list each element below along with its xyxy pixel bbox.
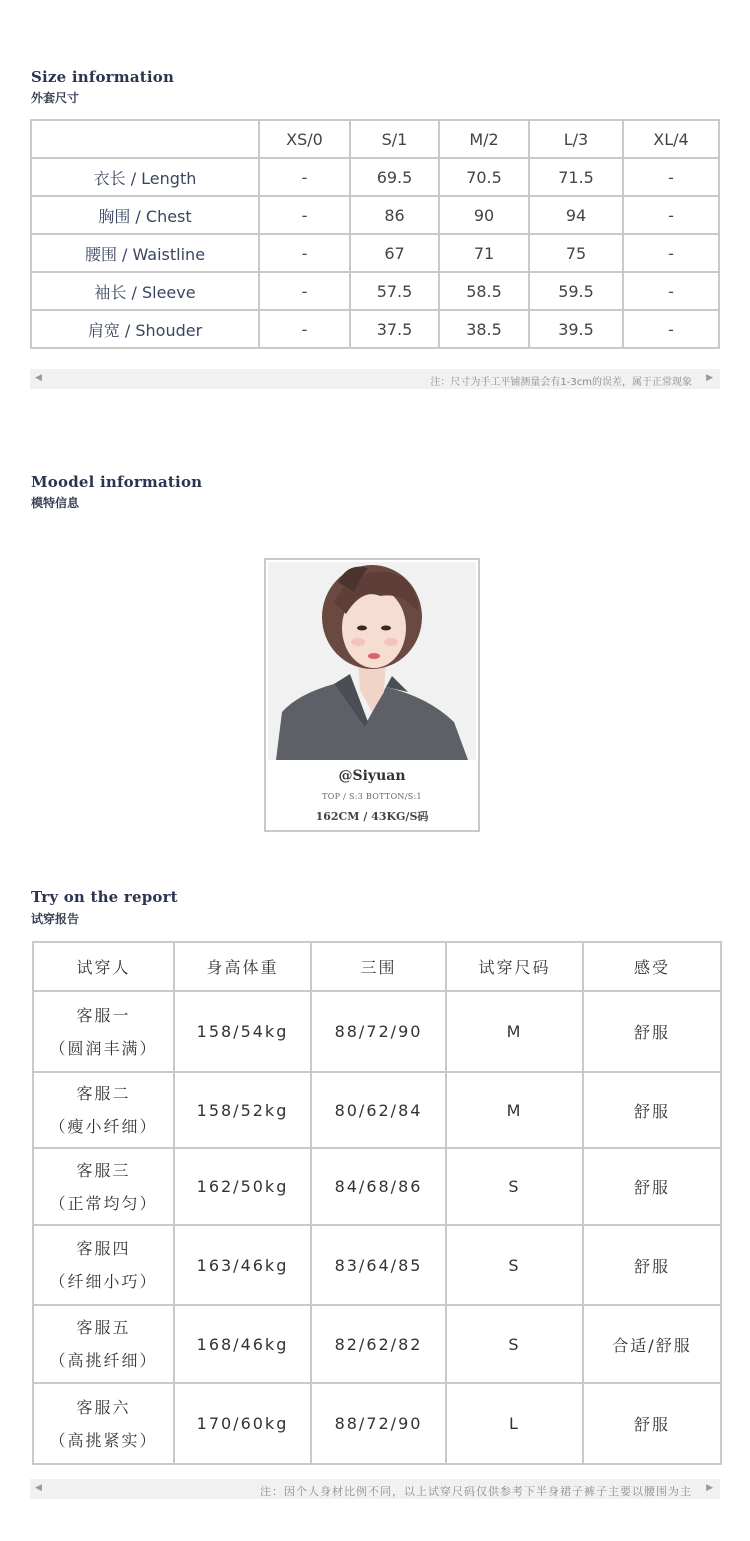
table-cell: 84/68/86: [311, 1148, 446, 1225]
table-cell: 163/46kg: [174, 1225, 311, 1305]
table-cell: 58.5: [439, 272, 529, 310]
table-cell: 158/54kg: [174, 991, 311, 1072]
table-row: [33, 1148, 721, 1225]
tester-cell: [33, 1305, 174, 1383]
table-row: [33, 1305, 721, 1383]
tester-name: 客服六: [76, 1397, 131, 1417]
model-stats: 162CM / 43KG/S码: [315, 810, 429, 823]
model-size-line: TOP / S:3 BOTTON/S:1: [322, 792, 422, 801]
row-label: 衣长 / Length: [31, 158, 259, 196]
table-cell: 158/52kg: [174, 1072, 311, 1148]
table-row: [31, 158, 719, 196]
table-cell: -: [623, 272, 719, 310]
header-cell: 身高体重: [174, 942, 311, 991]
table-cell: 88/72/90: [311, 991, 446, 1072]
table-cell: 94: [529, 196, 623, 234]
model-section-subtitle: 模特信息: [31, 496, 80, 510]
table-cell: -: [259, 158, 350, 196]
table-cell: -: [259, 196, 350, 234]
report-section-subtitle: 试穿报告: [31, 912, 80, 926]
size-section-subtitle: 外套尺寸: [31, 91, 80, 105]
report-note: 注：因个人身材比例不同，以上试穿尺码仅供参考下半身裙子裤子主要以腰围为主: [260, 1485, 692, 1498]
model-portrait-illustration: [268, 562, 476, 760]
table-row: [31, 272, 719, 310]
table-cell: S: [446, 1148, 583, 1225]
model-name: @Siyuan: [338, 768, 406, 784]
tester-cell: [33, 1072, 174, 1148]
header-cell: 试穿人: [33, 942, 174, 991]
row-label: 腰围 / Waistline: [31, 234, 259, 272]
header-cell: XS/0: [259, 120, 350, 158]
table-cell: -: [259, 310, 350, 348]
tester-name: 客服二: [76, 1084, 131, 1103]
tester-cell: [33, 1148, 174, 1225]
table-cell: 舒服: [583, 991, 721, 1072]
tester-cell: [33, 1225, 174, 1305]
table-row: [31, 196, 719, 234]
table-cell: 59.5: [529, 272, 623, 310]
table-cell: 80/62/84: [311, 1072, 446, 1148]
tester-name: 客服四: [76, 1239, 131, 1258]
table-cell: 69.5: [350, 158, 439, 196]
header-cell: 感受: [583, 942, 721, 991]
row-label: 袖长 / Sleeve: [31, 272, 259, 310]
report-table-header: [33, 942, 721, 991]
table-cell: 67: [350, 234, 439, 272]
size-section-title: Size information: [31, 68, 175, 86]
table-cell: -: [623, 234, 719, 272]
table-row: [33, 1225, 721, 1305]
table-cell: 舒服: [583, 1225, 721, 1305]
table-cell: -: [259, 272, 350, 310]
row-label: 肩宽 / Shouder: [31, 310, 259, 348]
table-cell: 舒服: [583, 1383, 721, 1464]
table-cell: 90: [439, 196, 529, 234]
report-note-scrollbar[interactable]: [30, 1479, 720, 1499]
header-cell: 试穿尺码: [446, 942, 583, 991]
tester-cell: [33, 991, 174, 1072]
tester-name: 客服三: [76, 1160, 131, 1180]
table-cell: 75: [529, 234, 623, 272]
table-cell: 38.5: [439, 310, 529, 348]
tester-type: （正常均匀）: [49, 1193, 158, 1213]
table-cell: -: [623, 310, 719, 348]
table-row: [33, 1383, 721, 1464]
table-cell: -: [623, 196, 719, 234]
triangle-right-icon[interactable]: ▶: [706, 1483, 713, 1493]
model-photo: [268, 562, 476, 760]
table-cell: 舒服: [583, 1072, 721, 1148]
triangle-left-icon[interactable]: ◀: [35, 1483, 42, 1493]
model-card: [264, 558, 480, 832]
table-cell: 168/46kg: [174, 1305, 311, 1383]
table-cell: M: [446, 991, 583, 1072]
table-cell: 39.5: [529, 310, 623, 348]
table-cell: 71: [439, 234, 529, 272]
triangle-right-icon[interactable]: ▶: [706, 373, 713, 383]
table-cell: -: [259, 234, 350, 272]
table-cell: 83/64/85: [311, 1225, 446, 1305]
table-cell: S: [446, 1305, 583, 1383]
table-cell: 88/72/90: [311, 1383, 446, 1464]
tester-cell: [33, 1383, 174, 1464]
table-row: [33, 1072, 721, 1148]
tester-type: （圆润丰满）: [49, 1038, 158, 1058]
header-cell: [31, 120, 259, 158]
tester-type: （高挑紧实）: [49, 1430, 158, 1450]
row-label: 胸围 / Chest: [31, 196, 259, 234]
size-note: 注：尺寸为手工平铺测量会有1-3cm的误差，属于正常现象: [430, 377, 692, 388]
table-cell: 合适/舒服: [583, 1305, 721, 1383]
table-cell: 57.5: [350, 272, 439, 310]
size-table: [30, 119, 720, 349]
report-section-title: Try on the report: [31, 888, 178, 906]
size-note-scrollbar[interactable]: [30, 369, 720, 389]
tester-type: （高挑纤细）: [49, 1351, 158, 1370]
table-cell: 70.5: [439, 158, 529, 196]
header-cell: XL/4: [623, 120, 719, 158]
tester-name: 客服一: [76, 1005, 131, 1025]
table-cell: 舒服: [583, 1148, 721, 1225]
table-cell: S: [446, 1225, 583, 1305]
size-table-header: [31, 120, 719, 158]
tester-name: 客服五: [76, 1318, 131, 1337]
table-cell: -: [623, 158, 719, 196]
header-cell: L/3: [529, 120, 623, 158]
table-cell: M: [446, 1072, 583, 1148]
header-cell: M/2: [439, 120, 529, 158]
table-cell: 170/60kg: [174, 1383, 311, 1464]
table-cell: 82/62/82: [311, 1305, 446, 1383]
report-table: [32, 941, 722, 1465]
model-section-title: Moodel information: [31, 473, 203, 491]
triangle-left-icon[interactable]: ◀: [35, 373, 42, 383]
table-cell: 86: [350, 196, 439, 234]
table-cell: L: [446, 1383, 583, 1464]
table-cell: 71.5: [529, 158, 623, 196]
table-cell: 37.5: [350, 310, 439, 348]
table-row: [31, 234, 719, 272]
tester-type: （纤细小巧）: [49, 1272, 158, 1291]
header-cell: 三围: [311, 942, 446, 991]
table-row: [33, 991, 721, 1072]
table-cell: 162/50kg: [174, 1148, 311, 1225]
table-row: [31, 310, 719, 348]
header-cell: S/1: [350, 120, 439, 158]
tester-type: （瘦小纤细）: [49, 1117, 158, 1136]
